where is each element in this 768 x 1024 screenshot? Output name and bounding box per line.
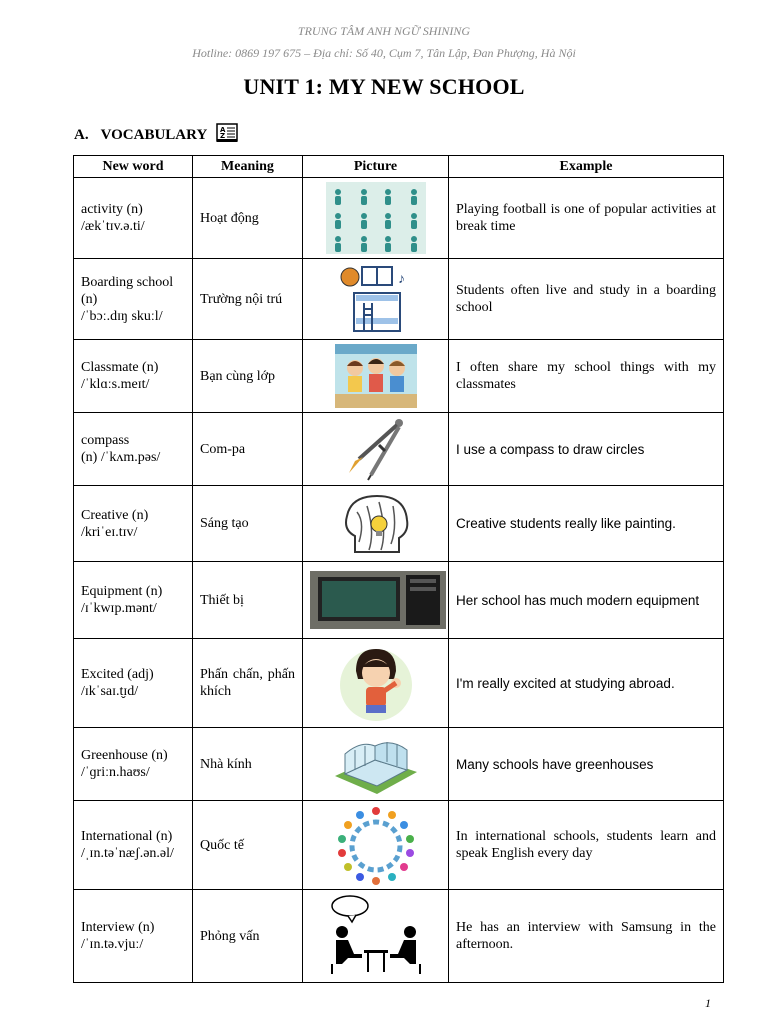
column-header: Example	[449, 156, 724, 178]
table-row	[74, 639, 724, 728]
ipa: (n) /ˈkʌm.pəs/	[81, 450, 161, 465]
ipa: /ˈɡriːn.haʊs/	[81, 765, 150, 780]
word-cell	[74, 801, 193, 890]
word-cell	[74, 340, 193, 413]
picture-cell	[303, 259, 449, 340]
sport-pictograms-image	[326, 182, 426, 254]
excited-girl-image	[336, 643, 416, 723]
word: Interview (n)	[81, 920, 155, 935]
ipa: /ɪˈkwɪp.mənt/	[81, 601, 157, 616]
table-row	[74, 890, 724, 983]
example-cell: Creative students really like painting.	[449, 486, 724, 562]
bunk-bed-image	[336, 263, 416, 335]
example-cell: I often share my school things with my classmates	[449, 340, 724, 413]
example-cell: Many schools have greenhouses	[449, 728, 724, 801]
picture-cell	[303, 801, 449, 890]
interview-image	[326, 894, 426, 978]
example-cell: In international schools, students learn and speak English every day	[449, 801, 724, 890]
word-cell	[74, 562, 193, 639]
table-row	[74, 801, 724, 890]
example-cell: Students often live and study in a boarding school	[449, 259, 724, 340]
word: compass	[81, 433, 130, 448]
column-header: Meaning	[193, 156, 303, 178]
table-header-row	[74, 156, 724, 178]
page-title: UNIT 1: MY NEW SCHOOL	[243, 74, 525, 99]
ipa: /ˈɪn.tə.vjuː/	[81, 937, 144, 952]
svg-text:A: A	[220, 126, 226, 134]
ipa: /ækˈtɪv.ə.ti/	[81, 219, 145, 234]
picture-cell	[303, 562, 449, 639]
word-cell	[74, 728, 193, 801]
example-cell: Playing football is one of popular activities at break time	[449, 178, 724, 259]
meaning-cell: Trường nội trú	[193, 259, 303, 340]
svg-text:♪: ♪	[397, 272, 405, 287]
meaning-cell: Phấn chấn, phấn khích	[193, 639, 303, 728]
classmates-image	[335, 344, 417, 408]
creative-head-image	[335, 492, 417, 556]
circle-of-people-image	[334, 805, 418, 885]
vocabulary-table	[73, 155, 724, 983]
ipa: /kriˈeɪ.tɪv/	[81, 524, 138, 540]
meaning-cell: Nhà kính	[193, 728, 303, 801]
compass-image	[341, 417, 411, 481]
example-cell: I use a compass to draw circles	[449, 413, 724, 486]
contact-line: Hotline: 0869 197 675 – Địa chỉ: Số 40, Cụm 7, Tân Lập, Đan Phượng, Hà Nội	[192, 46, 576, 60]
meaning-cell: Quốc tế	[193, 801, 303, 890]
table-row	[74, 178, 724, 259]
word: Equipment (n)	[81, 584, 163, 599]
word: Greenhouse (n)	[81, 748, 168, 763]
picture-cell	[303, 890, 449, 983]
word: International (n)	[81, 829, 173, 844]
ipa: /ɪkˈsaɪ.t̬ɪd/	[81, 684, 139, 699]
meaning-cell: Hoạt động	[193, 178, 303, 259]
svg-text:Z: Z	[220, 132, 226, 140]
meaning-cell: Thiết bị	[193, 562, 303, 639]
section-label: VOCABULARY	[100, 127, 208, 143]
ipa: /ˌɪn.təˈnæʃ.ən.əl/	[81, 846, 174, 861]
picture-cell	[303, 486, 449, 562]
table-row	[74, 486, 724, 562]
meaning-cell: Sáng tạo	[193, 486, 303, 562]
word: Creative (n)	[81, 507, 149, 523]
picture-cell	[303, 178, 449, 259]
word: Classmate (n)	[81, 360, 159, 375]
example-cell: I'm really excited at studying abroad.	[449, 639, 724, 728]
word-cell	[74, 259, 193, 340]
table-row	[74, 340, 724, 413]
word-cell	[74, 639, 193, 728]
column-header: New word	[74, 156, 193, 178]
picture-cell	[303, 340, 449, 413]
computer-image	[310, 571, 446, 629]
greenhouse-image	[331, 732, 421, 796]
word: Excited (adj)	[81, 667, 154, 682]
dictionary-icon	[215, 122, 239, 149]
picture-cell	[303, 639, 449, 728]
table-row	[74, 413, 724, 486]
example-cell: He has an interview with Samsung in the afternoon.	[449, 890, 724, 983]
meaning-cell: Phỏng vấn	[193, 890, 303, 983]
meaning-cell: Bạn cùng lớp	[193, 340, 303, 413]
page-number: 1	[705, 996, 711, 1010]
column-header: Picture	[303, 156, 449, 178]
word-cell	[74, 178, 193, 259]
ipa: /ˈklɑːs.meɪt/	[81, 377, 150, 392]
word: Boarding school (n)	[81, 274, 174, 307]
center-name: TRUNG TÂM ANH NGỮ SHINING	[297, 24, 471, 38]
ipa: /ˈbɔː.dɪŋ skuːl/	[81, 308, 163, 324]
word-cell	[74, 413, 193, 486]
picture-cell	[303, 728, 449, 801]
table-row	[74, 259, 724, 340]
meaning-cell: Com-pa	[193, 413, 303, 486]
word-cell	[74, 890, 193, 983]
word-cell	[74, 486, 193, 562]
picture-cell	[303, 413, 449, 486]
word: activity (n)	[81, 202, 143, 217]
table-row	[74, 562, 724, 639]
section-letter: A.	[74, 127, 89, 143]
table-row	[74, 728, 724, 801]
section-heading	[74, 122, 239, 149]
example-cell: Her school has much modern equipment	[449, 562, 724, 639]
